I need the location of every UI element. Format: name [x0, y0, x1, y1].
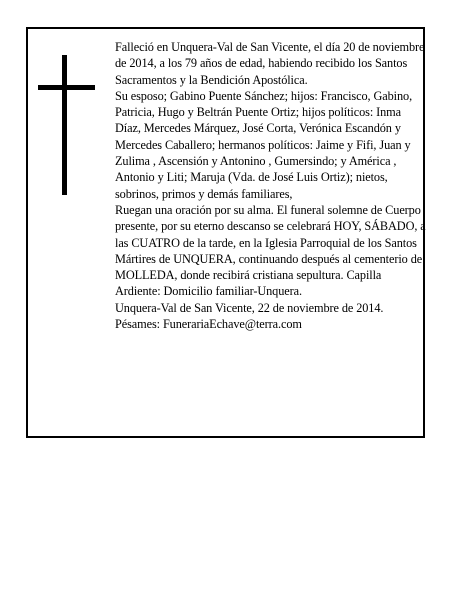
- obituary-text: [115, 39, 427, 332]
- condolences-contact: Pésames: FunerariaEchave@terra.com: [115, 317, 302, 332]
- death-announcement: Falleció en Unquera-Val de San Vicente, el día 20 de noviembre de 2014, a los 79 años de edad, habiendo recibido los Santos Sacramentos y la Bendición Apostólica.: [115, 40, 425, 87]
- cross-icon-bar: [38, 85, 95, 90]
- family-list: Su esposo; Gabino Puente Sánchez; hijos: Francisco, Gabino, Patricia, Hugo y Beltrán Puente Ortiz; hijos políticos: Inma Díaz, Mercedes Márquez, José Corta, Verónica Escandón y Mercedes Caballero; hermanos políticos: Jaime y Fifi, Juan y Zulima , Ascensión y Antonino , Gumersindo; y América , Antonio y Liti; Maruja (Vda. de José Luis Ortiz); nietos, sobrinos, primos y demás familiares,: [115, 88, 413, 201]
- funeral-details: Ruegan una oración por su alma. El funeral solemne de Cuerpo presente, por su eterno descanso se celebrará HOY, SÁBADO, a las CUATRO de la tarde, en la Iglesia Parroquial de los Santos Mártires de UNQUERA, continuando después al cementerio de MOLLEDA, donde recibirá cristiana sepultura. Capilla Ardiente: Domicilio familiar-Unquera.: [115, 202, 426, 299]
- cross-icon: [62, 55, 67, 195]
- place-and-date: Unquera-Val de San Vicente, 22 de noviembre de 2014.: [115, 300, 384, 315]
